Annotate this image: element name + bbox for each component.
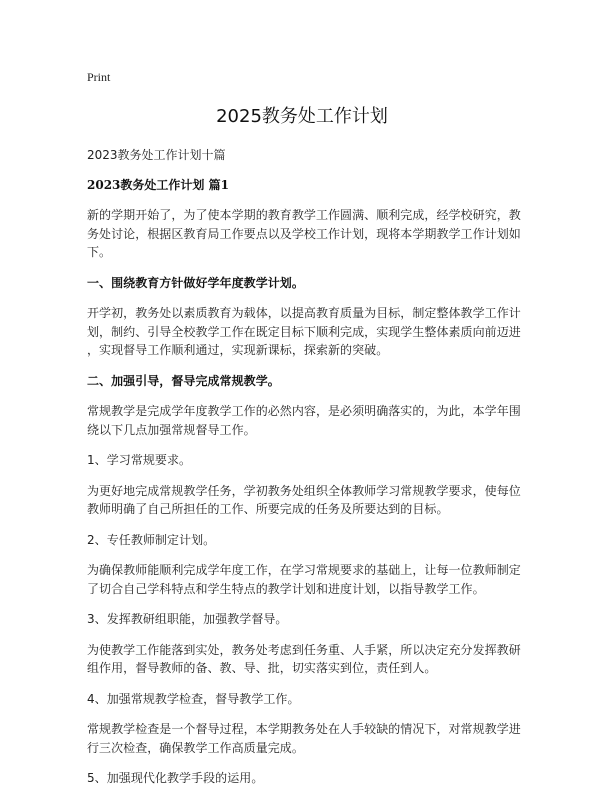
- text-line: 行三次检查，确保教学工作高质量完成。: [87, 740, 304, 755]
- paragraph: [87, 531, 517, 550]
- section-subheading: [87, 274, 517, 293]
- paragraph: [87, 561, 521, 598]
- text-line: 划，制约、引导全校教学工作在既定目标下顺利完成，实现学生整体素质向前迈进: [87, 324, 521, 339]
- text-line: 务处讨论，根据区教育局工作要点以及学校工作计划，现将本学期教学工作计划如: [87, 226, 521, 241]
- text-line: 了切合自己学科特点和学生特点的教学计划和进度计划，以指导教学工作。: [87, 581, 485, 596]
- paragraph: [87, 402, 521, 439]
- paragraph: [87, 482, 521, 519]
- paragraph: [87, 206, 521, 262]
- section-heading: 2023教务处工作计划 篇1: [87, 178, 229, 192]
- text-line: 2、专任教师制定计划。: [87, 532, 216, 547]
- text-line: 1、学习常规要求。: [87, 453, 192, 467]
- text-line: 教师明确了自己所担任的工作、所要完成的任务及所要达到的目标。: [87, 502, 449, 516]
- text-line: 绕以下几点加强常规督导工作。: [87, 422, 256, 437]
- text-line: 组作用，督导教师的备、教、导、批，切实落实到位，责任到人。: [87, 661, 437, 675]
- document-title: 2025教务处工作计划: [216, 106, 388, 127]
- text-line: 下。: [87, 245, 112, 259]
- text-line: ，实现督导工作顺利通过，实现新课标，探索新的突破。: [87, 343, 389, 357]
- text-line: 5、加强现代化教学手段的运用。: [87, 771, 264, 785]
- text-line: 一、围绕教育方针做好学年度教学计划。: [87, 275, 304, 290]
- paragraph: [87, 610, 517, 629]
- text-line: 常规教学检查是一个督导过程，本学期教务处在人手较缺的情况下，对常规教学进: [87, 722, 521, 736]
- text-line: 4、加强常规教学检查，督导教学工作。: [87, 691, 300, 706]
- text-line: 为确保教师能顺利完成学年度工作，在学习常规要求的基础上，让每一位教师制定: [87, 563, 521, 577]
- document-subtitle: 2023教务处工作计划十篇: [87, 148, 226, 162]
- text-line: 二、加强引导，督导完成常规教学。: [87, 373, 280, 388]
- paragraph: [87, 451, 517, 470]
- text-line: 为更好地完成常规教学任务，学初教务处组织全体教师学习常规教学要求，使每位: [87, 483, 521, 498]
- section-subheading: [87, 372, 517, 391]
- paragraph: [87, 690, 517, 709]
- text-line: 新的学期开始了，为了使本学期的教育教学工作圆满、顺利完成，经学校研究，教: [87, 208, 521, 222]
- paragraph: [87, 720, 521, 757]
- paragraph: [87, 769, 517, 788]
- print-link[interactable]: Print: [87, 70, 111, 84]
- paragraph: [87, 304, 521, 360]
- document-page: [87, 68, 521, 788]
- paragraph: [87, 641, 521, 678]
- text-line: 为使教学工作能落到实处，教务处考虑到任务重、人手紧，所以决定充分发挥教研: [87, 642, 521, 657]
- text-line: 常规教学是完成学年度教学工作的必然内容，是必须明确落实的，为此，本学年围: [87, 404, 521, 418]
- text-line: 开学初，教务处以素质教育为载体，以提高教育质量为目标，制定整体教学工作计: [87, 306, 521, 320]
- document-body: [87, 206, 521, 788]
- text-line: 3、发挥教研组职能，加强教学督导。: [87, 612, 288, 626]
